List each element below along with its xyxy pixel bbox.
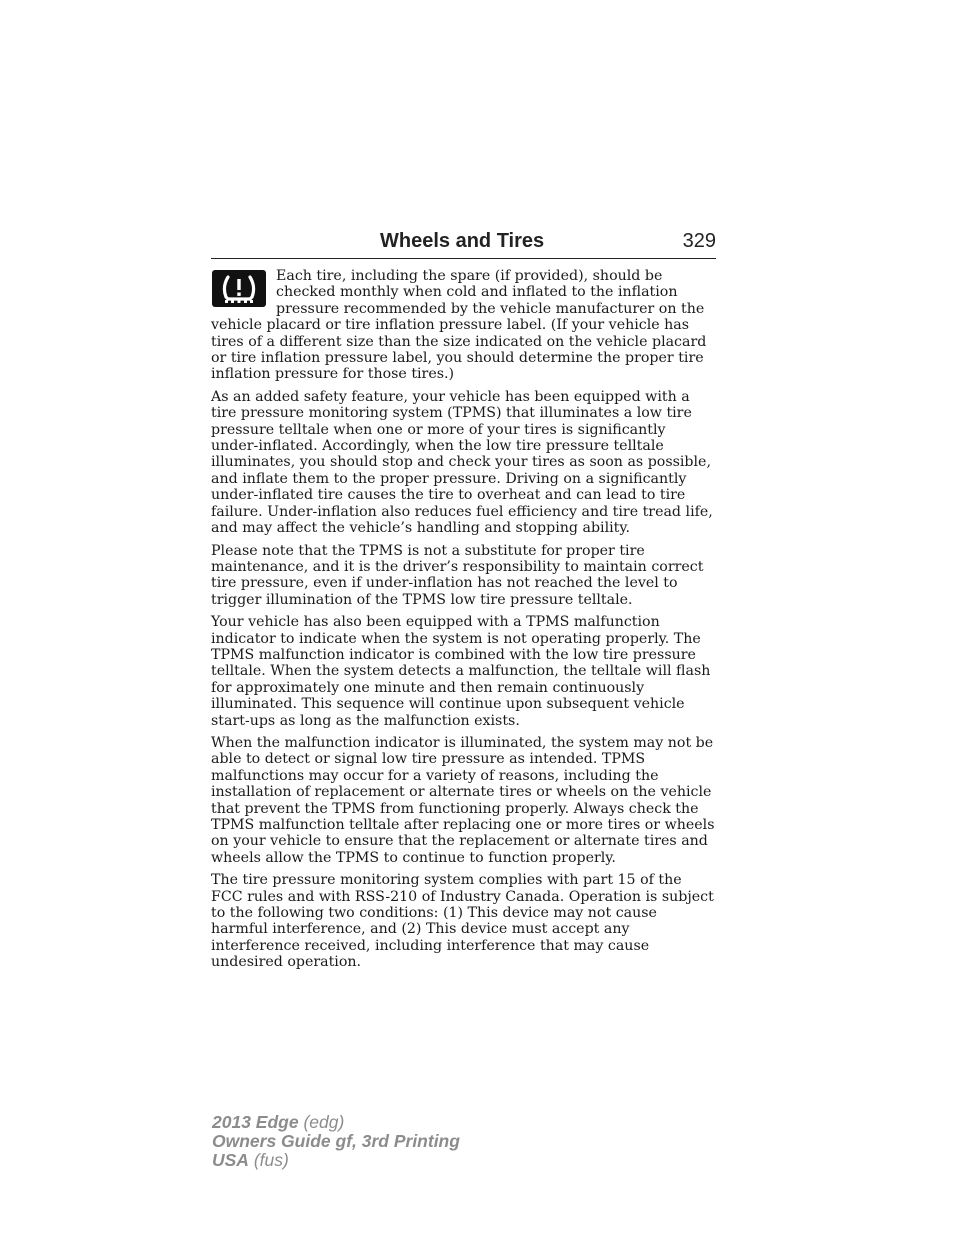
- tire-pressure-warning-icon: [212, 270, 266, 307]
- page-number: 329: [682, 230, 716, 252]
- paragraph-1-text: Each tire, including the spare (if provided), should be checked monthly when cold and inflated to the inflation pressure recommended by the vehicle manufacturer on the vehicle placard or tire inflation pressure label. (If your vehicle has tires of a different size than the size indicated on the vehicle placard or tire inflation pressure label, you should determine the proper tire inflation pressure for those tires.): [211, 268, 707, 383]
- paragraph-3: Please note that the TPMS is not a substitute for proper tire maintenance, and it is the driver’s responsibility to maintain correct tire pressure, even if under-inflation has not reached the level to trigger illumination of the TPMS low tire pressure telltale.: [211, 542, 704, 608]
- footer-market-code: (fus): [253, 1150, 289, 1170]
- paragraph-1: [211, 268, 716, 383]
- footer-line-1: [212, 1113, 460, 1132]
- paragraph-4: Your vehicle has also been equipped with a TPMS malfunction indicator to indicate when the system is not operating properly. The TPMS malfunction indicator is combined with the low tire pressure telltale. When the system detects a malfunction, the telltale will flash for approximately one minute and then remain continuously illuminated. This sequence will continue upon subsequent vehicle start-ups as long as the malfunction exists.: [211, 614, 711, 729]
- footer-model-code: (edg): [303, 1112, 345, 1132]
- paragraph-6: The tire pressure monitoring system complies with part 15 of the FCC rules and with RSS-210 of Industry Canada. Operation is subject to the following two conditions: (1) This device may not cause harmful interference, and (2) This device must accept any interference received, including interference that may cause undesired operation.: [211, 872, 714, 971]
- page-header: [211, 228, 716, 259]
- footer-guide: Owners Guide gf, 3rd Printing: [212, 1131, 460, 1151]
- page-content: [211, 268, 716, 977]
- footer-market: USA: [212, 1150, 249, 1170]
- page-footer: [212, 1113, 460, 1170]
- paragraph-2: As an added safety feature, your vehicle has been equipped with a tire pressure monitoring system (TPMS) that illuminates a low tire pressure telltale when one or more of your tires is significantly under-inflated. Accordingly, when the low tire pressure telltale illuminates, you should stop and check your tires as soon as possible, and inflate them to the proper pressure. Driving on a significantly under-inflated tire causes the tire to overheat and can lead to tire failure. Under-inflation also reduces fuel efficiency and tire tread life, and may affect the vehicle’s handling and stopping ability.: [211, 388, 713, 537]
- footer-line-3: [212, 1151, 460, 1170]
- footer-model: 2013 Edge: [212, 1112, 299, 1132]
- section-title: Wheels and Tires: [380, 230, 545, 252]
- paragraph-5: When the malfunction indicator is illuminated, the system may not be able to detect or signal low tire pressure as intended. TPMS malfunctions may occur for a variety of reasons, including the installation of replacement or alternate tires or wheels on the vehicle that prevent the TPMS from functioning properly. Always check the TPMS malfunction telltale after replacing one or more tires or wheels on your vehicle to ensure that the replacement or alternate tires and wheels allow the TPMS to continue to function properly.: [211, 734, 715, 866]
- footer-line-2: [212, 1132, 460, 1151]
